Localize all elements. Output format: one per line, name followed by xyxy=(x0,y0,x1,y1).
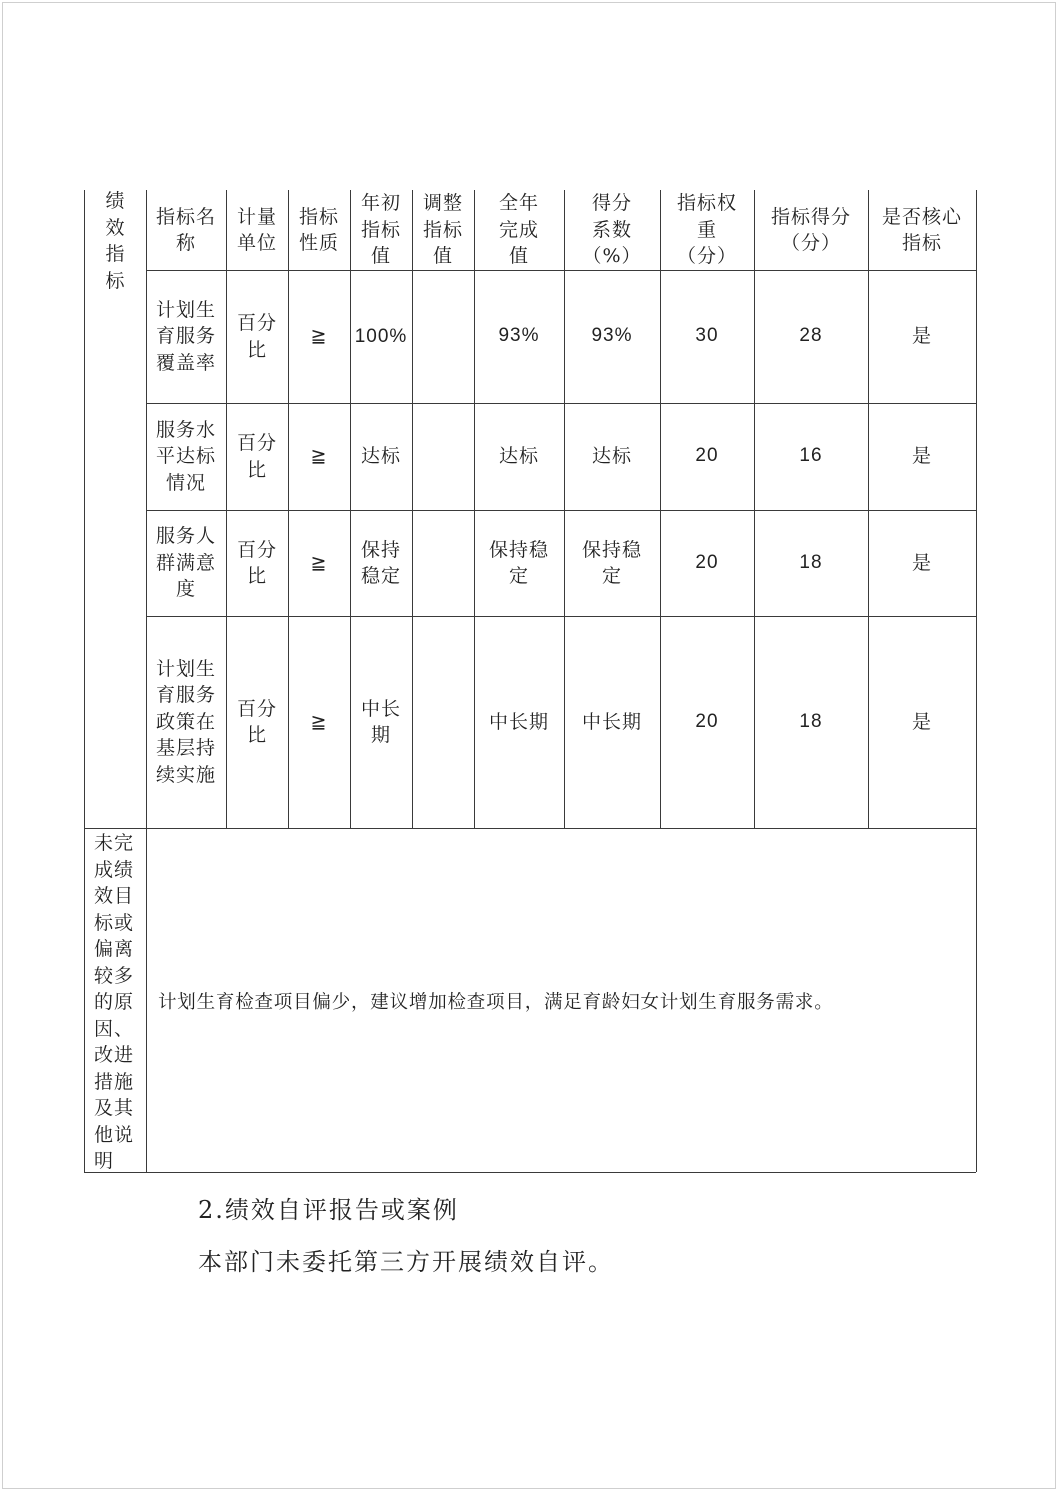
header-core: 是否核心指标 xyxy=(881,205,962,254)
cell-unit: 百分比 xyxy=(236,538,277,587)
header-name: 指标名称 xyxy=(156,205,217,254)
header-coef: 得分系数（%） xyxy=(582,192,642,268)
cell-initial-target: 100% xyxy=(354,325,408,347)
cell-weight: 20 xyxy=(695,551,719,573)
cell-name: 计划生育服务覆盖率 xyxy=(156,298,217,374)
cell-core: 是 xyxy=(911,710,932,733)
cell-actual: 达标 xyxy=(498,445,539,468)
cell-core: 是 xyxy=(911,325,932,348)
cell-unit: 百分比 xyxy=(236,697,277,746)
header-weight: 指标权重（分） xyxy=(677,192,738,268)
header-initial-target: 年初指标值 xyxy=(360,192,401,268)
cell-nature: ≧ xyxy=(310,445,328,468)
cell-coef: 93% xyxy=(591,325,633,347)
cell-initial-target: 保持稳定 xyxy=(360,538,401,587)
cell-actual: 保持稳定 xyxy=(488,538,549,587)
cell-core: 是 xyxy=(911,551,932,574)
cell-score: 18 xyxy=(799,551,823,573)
header-unit: 计量单位 xyxy=(236,205,277,254)
cell-coef: 中长期 xyxy=(581,710,642,733)
table-rule xyxy=(84,190,85,1172)
table-rule xyxy=(976,190,977,1172)
cell-initial-target: 达标 xyxy=(360,445,401,468)
cell-weight: 30 xyxy=(695,325,719,347)
cell-name: 服务人群满意度 xyxy=(156,525,217,601)
cell-nature: ≧ xyxy=(310,710,328,733)
section-body: 本部门未委托第三方开展绩效自评。 xyxy=(198,1248,614,1276)
cell-name: 计划生育服务政策在基层持续实施 xyxy=(156,657,217,786)
header-adjusted-target: 调整指标值 xyxy=(422,192,463,268)
cell-adjusted-target xyxy=(412,510,474,616)
cell-score: 28 xyxy=(799,325,823,347)
section-label: 绩效指标 xyxy=(105,190,125,292)
cell-weight: 20 xyxy=(695,445,719,467)
cell-adjusted-target xyxy=(412,270,474,403)
cell-nature: ≧ xyxy=(310,325,328,348)
cell-core: 是 xyxy=(911,445,932,468)
cell-adjusted-target xyxy=(412,403,474,510)
cell-unit: 百分比 xyxy=(236,432,277,481)
cell-unit: 百分比 xyxy=(236,312,277,361)
cell-adjusted-target xyxy=(412,616,474,828)
cell-actual: 93% xyxy=(498,325,540,347)
cell-score: 16 xyxy=(799,445,823,467)
cell-coef: 达标 xyxy=(591,445,632,468)
table-rule xyxy=(84,828,976,829)
table-rule xyxy=(84,1172,976,1173)
remarks-text: 计划生育检查项目偏少，建议增加检查项目，满足育龄妇女计划生育服务需求。 xyxy=(158,992,834,1013)
remarks-label: 未完成绩效目标或偏离较多的原因、改进措施及其他说明 xyxy=(94,832,135,1172)
section-heading: 2.绩效自评报告或案例 xyxy=(198,1196,459,1224)
cell-actual: 中长期 xyxy=(488,710,549,733)
header-score: 指标得分（分） xyxy=(770,205,851,254)
cell-weight: 20 xyxy=(695,710,719,732)
cell-coef: 保持稳定 xyxy=(581,538,642,587)
cell-score: 18 xyxy=(799,710,823,732)
header-actual: 全年完成值 xyxy=(498,192,539,268)
header-nature: 指标性质 xyxy=(298,205,339,254)
cell-nature: ≧ xyxy=(310,551,328,574)
cell-initial-target: 中长期 xyxy=(360,697,401,746)
cell-name: 服务水平达标情况 xyxy=(156,418,217,494)
